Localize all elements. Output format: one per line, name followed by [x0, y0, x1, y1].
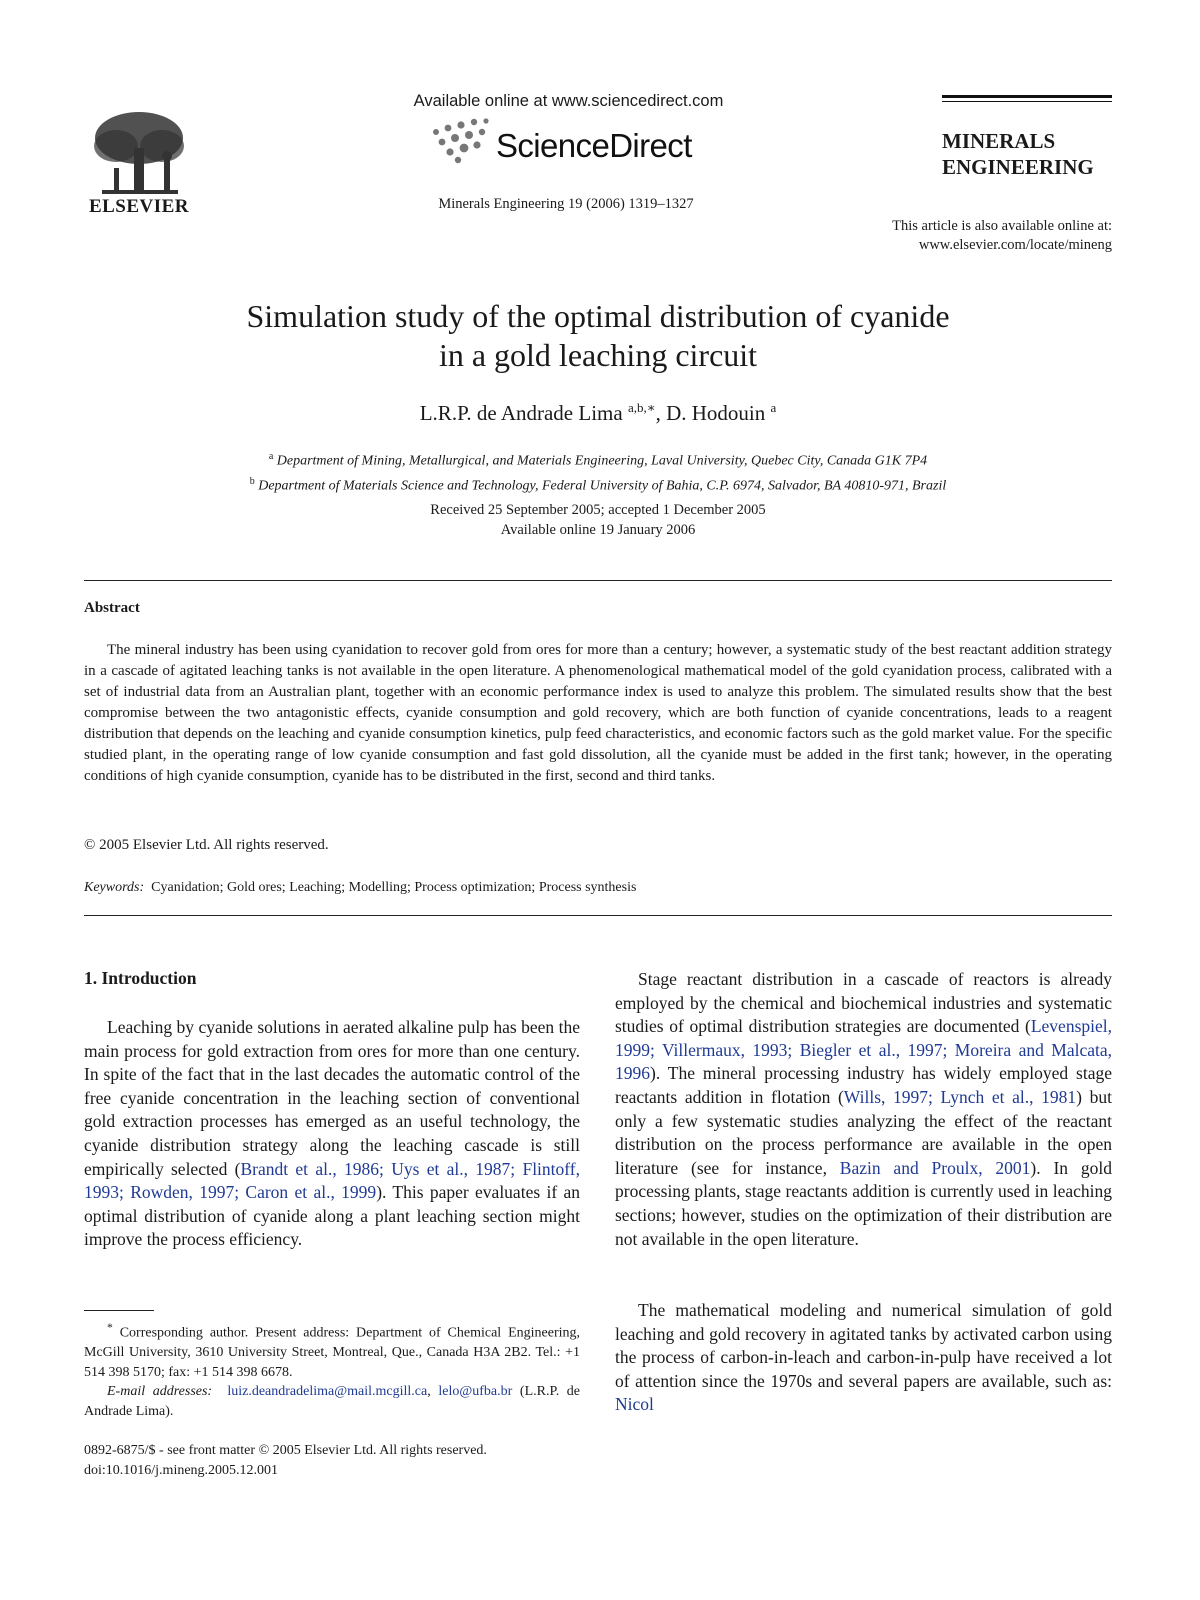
footnote-mark: * [107, 1321, 113, 1334]
affiliations [84, 447, 1112, 496]
email-separator: , [427, 1384, 439, 1400]
journal-title [942, 128, 1117, 180]
abstract-copyright: © 2005 Elsevier Ltd. All rights reserved. [84, 837, 329, 853]
paragraph-text: ). The mineral processing industry has widely employed stage reactants addition in flotation ( [615, 1063, 1112, 1107]
affiliation-mark: b [249, 475, 255, 487]
divider [84, 580, 1112, 581]
affiliation-b [84, 472, 1112, 497]
paragraph-text: ). In gold processing plants, stage reactants addition is currently used in leaching sections; however, studies on the optimization of their distribution are not available in the open literature. [615, 1157, 1112, 1249]
divider [84, 915, 1112, 916]
author-affiliation-marks[interactable]: a [770, 400, 777, 415]
footnote-text: Corresponding author. Present address: Department of Chemical Engineering, McGill University, 3610 University Street, Montreal, Que., Canada H3A 2B2. Tel.: +1 514 398 5170; fax: +1 514 398 6678. [84, 1325, 580, 1380]
author-name: L.R.P. de Andrade Lima [419, 401, 623, 425]
author-separator: , [655, 401, 667, 425]
publication-info [84, 1441, 580, 1480]
email-label: E-mail addresses: [107, 1384, 213, 1400]
title-line: in a gold leaching circuit [438, 337, 758, 373]
section-heading: 1. Introduction [84, 968, 197, 988]
sciencedirect-dots-icon [428, 118, 498, 164]
citation-link[interactable]: Brandt et al., 1986; Uys et al., 1987; Flintoff, 1993; Rowden, 1997; Caron et al., 1999 [84, 1158, 580, 1203]
paragraph-text: Leaching by cyanide solutions in aerated alkaline pulp has been the main process for gold extraction from ores for more than one century. In spite of the fact that in the last decades the automatic control of the free cyanide concentration in the leaching section of conventional gold extraction processes has emerged as an useful technology, the cyanide distribution strategy along the leaching cascade is still empirically selected ( [84, 1017, 580, 1179]
body-paragraph [615, 1299, 1112, 1417]
paragraph-text: The mathematical modeling and numerical simulation of gold leaching and gold recovery in agitated tanks by activated carbon using the process of carbon-in-leach and carbon-in-pulp have received a lot of attention since the 1970s and several papers are available, such as: [615, 1300, 1112, 1391]
paragraph-text: Stage reactant distribution in a cascade of reactors is already employed by the chemical and biochemical industries and systematic studies of optimal distribution strategies are documented ( [615, 969, 1112, 1037]
abstract-heading: Abstract [84, 600, 140, 616]
abstract-text: The mineral industry has been using cyanidation to recover gold from ores for more than a century; however, a systematic study of the best reactant addition strategy in a cascade of agitated leaching tanks is not available in the open literature. A phenomenological mathematical model of the gold cyanidation process, calibrated with a set of industrial data from an Australian plant, together with an economic performance index is used to analyze this problem. The simulated results show that the best compromise between the two antagonistic effects, cyanide consumption and gold recovery, which are both function of cyanide concentrations, leads to a reagent distribution that depends on the leaching and cyanide consumption kinetics, pulp feed characteristics, and economic factors such as the gold market value. For the specific studied plant, in the operating range of low cyanide consumption and fast gold dissolution, all the cyanide must be added in the first tank; however, in the operating conditions of high cyanide consumption, cyanide has to be distributed in the first, second and third tanks. [84, 642, 1112, 784]
journal-rule-thick [942, 95, 1112, 98]
author-affiliation-marks[interactable]: a,b,∗ [627, 400, 656, 415]
corresponding-author-footnote [84, 1318, 580, 1421]
doi-link[interactable]: doi:10.1016/j.mineng.2005.12.001 [84, 1462, 279, 1478]
available-date: Available online 19 January 2006 [500, 522, 696, 538]
elsevier-wordmark: ELSEVIER [88, 196, 190, 217]
journal-url-link[interactable]: www.elsevier.com/locate/mineng [918, 237, 1112, 253]
footnote-rule [84, 1310, 154, 1311]
citation-link[interactable]: Nicol [615, 1394, 654, 1415]
citation-link[interactable]: Bazin and Proulx, 2001 [839, 1157, 1031, 1178]
email-link[interactable]: lelo@ufba.br [438, 1384, 513, 1400]
author-list [84, 400, 1112, 426]
citation-link[interactable]: Levenspiel, 1999; Villermaux, 1993; Biegler et al., 1997; Moreira and Malcata, 1996 [615, 1016, 1112, 1084]
email-owner: (L.R.P. de Andrade Lima). [84, 1384, 581, 1419]
sciencedirect-wordmark: ScienceDirect [496, 127, 692, 164]
email-link[interactable]: luiz.deandradelima@mail.mcgill.ca [227, 1384, 428, 1400]
keywords [84, 880, 1112, 896]
affiliation-mark: a [268, 451, 274, 462]
paragraph-text: ). This paper evaluates if an optimal distribution of cyanide along a plant leaching section might improve the process efficiency. [84, 1182, 581, 1250]
journal-title-line: ENGINEERING [942, 155, 1094, 179]
author-name: D. Hodouin [666, 401, 766, 425]
journal-rule-thin [942, 101, 1112, 102]
affiliation-text: Department of Mining, Metallurgical, and Materials Engineering, Laval University, Quebec City, Canada G1K 7P4 [276, 453, 928, 469]
available-online-banner[interactable]: Available online at www.sciencedirect.com [413, 92, 724, 110]
keywords-label: Keywords: [84, 880, 145, 895]
citation-link[interactable]: Wills, 1997; Lynch et al., 1981 [843, 1086, 1077, 1107]
journal-title-line: MINERALS [942, 129, 1056, 153]
issn-line: 0892-6875/$ - see front matter © 2005 Elsevier Ltd. All rights reserved. [84, 1443, 487, 1458]
affiliation-a [84, 447, 1112, 472]
body-paragraph [615, 968, 1112, 1251]
title-line: Simulation study of the optimal distribution of cyanide [246, 298, 950, 334]
article-title [84, 297, 1112, 375]
intro-paragraph [84, 1016, 580, 1252]
paragraph-text: ) but only a few systematic studies analyzing the effect of the reactant distribution on the process performance are available in the open literature (see for instance, [615, 1086, 1112, 1178]
article-history [84, 500, 1112, 540]
received-date: Received 25 September 2005; accepted 1 December 2005 [430, 502, 766, 518]
online-note-text: This article is also available online at: [892, 218, 1112, 234]
online-availability-note [820, 217, 1112, 255]
keywords-list: Cyanidation; Gold ores; Leaching; Modelling; Process optimization; Process synthesis [151, 880, 637, 895]
journal-citation: Minerals Engineering 19 (2006) 1319–1327 [438, 196, 694, 212]
affiliation-text: Department of Materials Science and Technology, Federal University of Bahia, C.P. 6974, Salvador, BA 40810-971, Brazil [258, 478, 947, 494]
